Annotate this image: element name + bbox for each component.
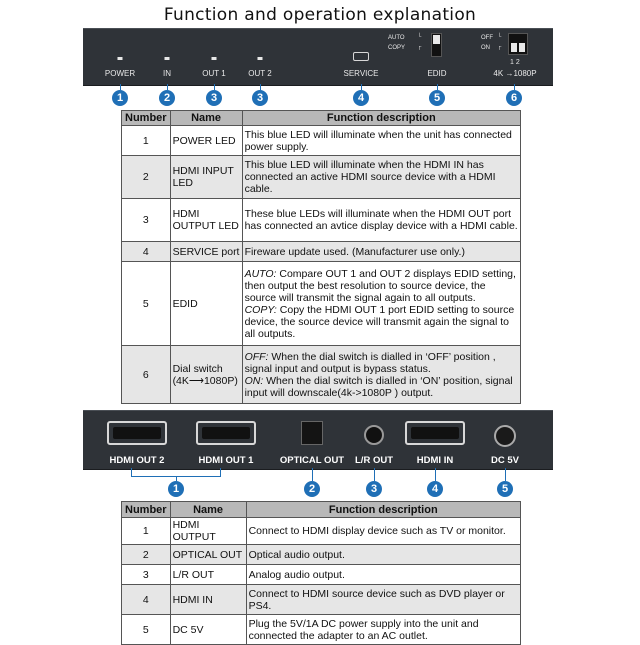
row-description: These blue LEDs will illuminate when the HDMI OUT port has connected an avtice display device with a HDMI cable. <box>242 199 520 242</box>
hdmi-out2-label: HDMI OUT 2 <box>109 455 165 466</box>
table-header-row <box>122 502 521 518</box>
dial-off-label: OFF <box>481 35 493 41</box>
badge-5: 5 <box>429 90 445 106</box>
header-description: Function description <box>242 111 520 126</box>
dial-off-mark-icon: └ <box>497 34 502 40</box>
lead-line <box>435 468 436 481</box>
badge-3b: 3 <box>252 90 268 106</box>
dial-label: 4K →1080P <box>493 69 537 78</box>
row-number: 1 <box>122 126 171 156</box>
table-row <box>122 545 521 565</box>
in-label: IN <box>163 69 171 78</box>
table-row <box>122 262 521 346</box>
power-label: POWER <box>104 69 136 78</box>
row-name: POWER LED <box>170 126 242 156</box>
dial-positions-label: 1 2 <box>510 59 520 66</box>
table-row <box>122 518 521 545</box>
power-led-icon <box>118 57 123 60</box>
row-description <box>242 262 520 346</box>
table-row <box>122 199 521 242</box>
auto-text: Compare OUT 1 and OUT 2 displays EDID setting, then output the best resolution to source device, the source will transmit the signal again to all outputs. <box>244 267 516 304</box>
edid-label: EDID <box>427 69 447 78</box>
rear-badge-2: 2 <box>304 481 320 497</box>
on-label: ON: <box>244 374 264 387</box>
off-text: When the dial switch is dialled in ‘OFF’ position , signal input and output is bypass status. <box>244 350 496 375</box>
row-number: 4 <box>122 585 171 615</box>
rear-function-table <box>121 501 521 645</box>
optical-label: OPTICAL OUT <box>279 455 345 466</box>
dial-on-mark-icon: ┌ <box>497 44 502 50</box>
lead-line <box>312 468 313 481</box>
auto-label: AUTO: <box>244 267 277 280</box>
row-description: Plug the 5V/1A DC power supply into the unit and connected the adapter to an AC outlet. <box>246 615 520 645</box>
header-name: Name <box>170 502 246 518</box>
table-row <box>122 585 521 615</box>
hdmi-out1-port-icon <box>196 421 256 445</box>
dial-on-label: ON <box>481 45 490 51</box>
row-number: 2 <box>122 545 171 565</box>
badge-1: 1 <box>112 90 128 106</box>
row-name: OPTICAL OUT <box>170 545 246 565</box>
table-row <box>122 615 521 645</box>
hdmi-out1-label: HDMI OUT 1 <box>198 455 254 466</box>
out2-label: OUT 2 <box>248 69 272 78</box>
row-name: L/R OUT <box>170 565 246 585</box>
rear-badge-1: 1 <box>168 481 184 497</box>
row-name: DC 5V <box>170 615 246 645</box>
out1-led-icon <box>212 57 217 60</box>
row-description <box>242 346 520 404</box>
dial-switch-knob-1-icon <box>511 43 517 52</box>
header-number: Number <box>122 111 171 126</box>
out1-label: OUT 1 <box>202 69 226 78</box>
row-number: 5 <box>122 615 171 645</box>
row-name: SERVICE port <box>170 242 242 262</box>
row-name: HDMI IN <box>170 585 246 615</box>
dc-label: DC 5V <box>491 455 519 466</box>
row-number: 2 <box>122 156 171 199</box>
rear-badge-5: 5 <box>497 481 513 497</box>
rear-badge-3: 3 <box>366 481 382 497</box>
service-label: SERVICE <box>343 69 379 78</box>
row-number: 4 <box>122 242 171 262</box>
dial-switch[interactable] <box>508 33 528 55</box>
service-port-icon <box>353 52 369 61</box>
row-number: 3 <box>122 565 171 585</box>
row-name: HDMI INPUT LED <box>170 156 242 199</box>
row-description: Connect to HDMI display device such as TV or monitor. <box>246 518 520 545</box>
edid-switch[interactable] <box>431 33 442 57</box>
badge-6: 6 <box>506 90 522 106</box>
table-row <box>122 242 521 262</box>
header-number: Number <box>122 502 171 518</box>
table-row <box>122 126 521 156</box>
off-label: OFF: <box>244 350 269 363</box>
badge-3a: 3 <box>206 90 222 106</box>
copy-label: COPY: <box>244 303 277 316</box>
lr-out-label: L/R OUT <box>355 455 393 466</box>
badge-2: 2 <box>159 90 175 106</box>
rear-panel <box>83 410 553 470</box>
table-row <box>122 565 521 585</box>
rear-badge-4: 4 <box>427 481 443 497</box>
row-description: Connect to HDMI source device such as DVD player or PS4. <box>246 585 520 615</box>
header-description: Function description <box>246 502 520 518</box>
dc-power-jack-icon <box>494 425 516 447</box>
table-row <box>122 156 521 199</box>
header-name: Name <box>170 111 242 126</box>
page-title: Function and operation explanation <box>163 5 477 25</box>
row-description: This blue LED will illuminate when the unit has connected power supply. <box>242 126 520 156</box>
on-text: When the dial switch is dialled in ‘ON’ position, signal input will downscale(4k->1080P ) output. <box>244 374 513 399</box>
row-number: 6 <box>122 346 171 404</box>
row-description: Optical audio output. <box>246 545 520 565</box>
edid-auto-label: AUTO <box>388 35 405 41</box>
row-description: Fireware update used. (Manufacturer use only.) <box>242 242 520 262</box>
optical-port-icon <box>301 421 323 445</box>
row-description: This blue LED will illuminate when the HDMI IN has connected an active HDMI source device with a HDMI cable. <box>242 156 520 199</box>
edid-copy-mark-icon: ┌ <box>417 44 422 50</box>
dial-switch-knob-2-icon <box>519 43 525 52</box>
row-description: Analog audio output. <box>246 565 520 585</box>
hdmi-in-label: HDMI IN <box>416 455 454 466</box>
in-led-icon <box>165 57 170 60</box>
copy-text: Copy the HDMI OUT 1 port EDID setting to source device, the source device will transmit again the signal to all outputs. <box>244 303 515 340</box>
lead-line <box>505 468 506 481</box>
row-number: 3 <box>122 199 171 242</box>
row-number: 5 <box>122 262 171 346</box>
hdmi-in-port-icon <box>405 421 465 445</box>
out2-led-icon <box>258 57 263 60</box>
front-panel <box>83 28 553 86</box>
lr-out-jack-icon <box>364 425 384 445</box>
front-function-table <box>121 110 521 404</box>
row-name: HDMI OUTPUT <box>170 518 246 545</box>
edid-auto-mark-icon: └ <box>417 34 422 40</box>
row-number: 1 <box>122 518 171 545</box>
lead-line <box>374 468 375 481</box>
table-header-row <box>122 111 521 126</box>
row-name: HDMI OUTPUT LED <box>170 199 242 242</box>
edid-switch-knob-icon <box>433 35 440 44</box>
edid-copy-label: COPY <box>388 45 406 51</box>
row-name: EDID <box>170 262 242 346</box>
badge-4: 4 <box>353 90 369 106</box>
hdmi-out2-port-icon <box>107 421 167 445</box>
row-name: Dial switch (4K⟶1080P) <box>170 346 242 404</box>
table-row <box>122 346 521 404</box>
